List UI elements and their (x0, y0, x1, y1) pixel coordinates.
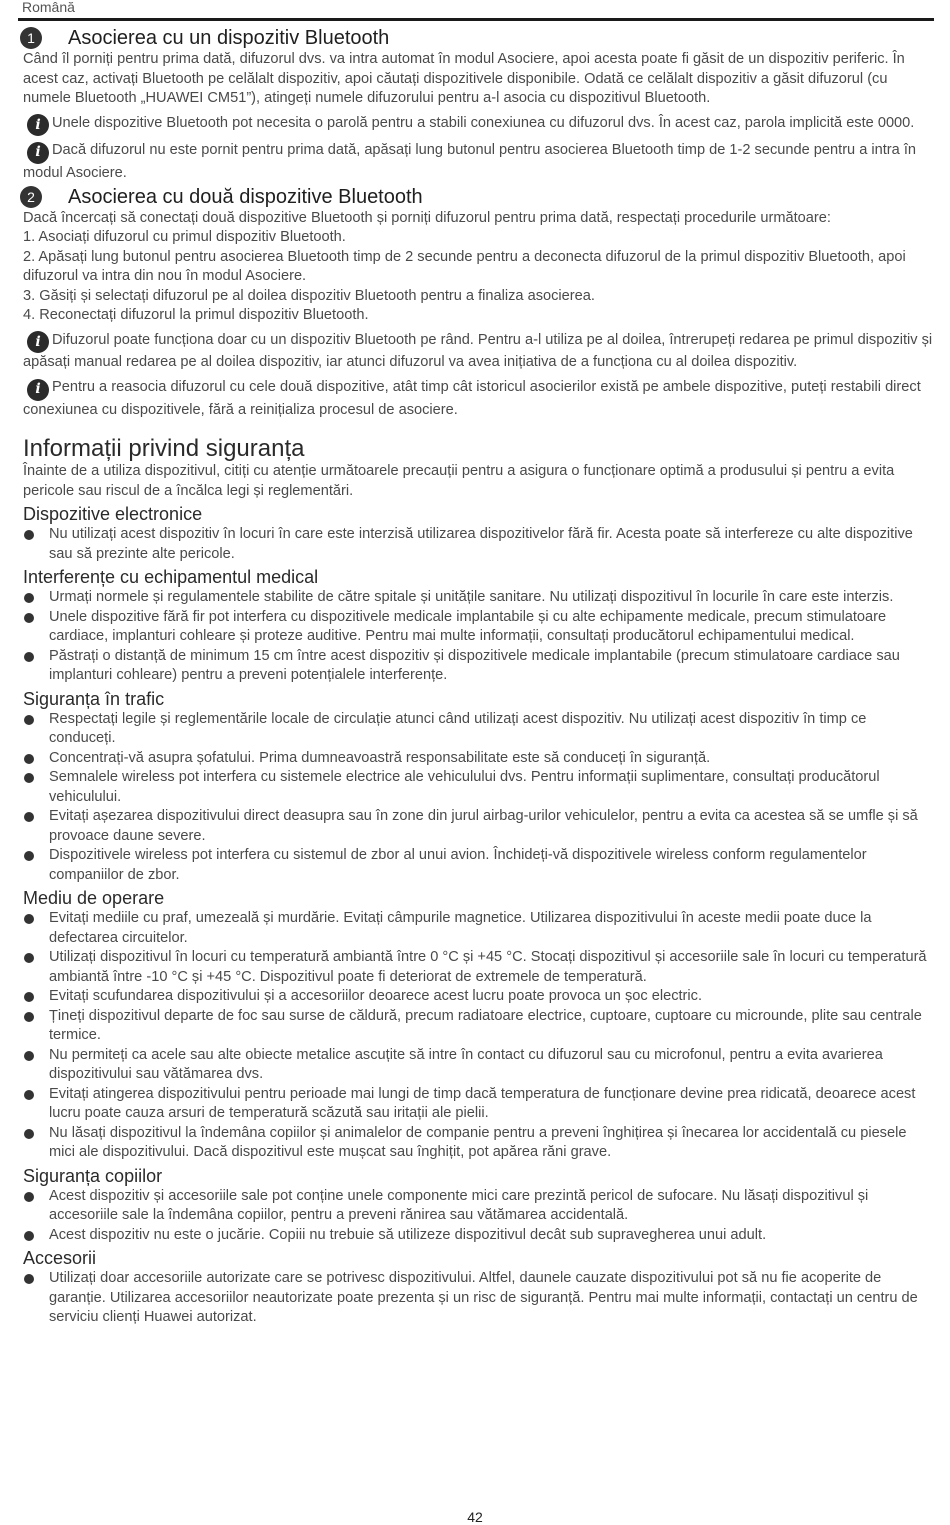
list-item: Evitați atingerea dispozitivului pentru perioade mai lungi de timp dacă temperatura de funcționare devine prea ridicată, deoarece acest lucru poate cauza arsuri de temperatură scăzută sau iritații ale pielii. (23, 1085, 935, 1124)
step-number-1-icon: 1 (20, 27, 42, 49)
header-rule (18, 18, 934, 21)
info-icon: i (27, 142, 49, 164)
subsection-title: Mediu de operare (23, 888, 165, 908)
step-item: 3. Găsiți și selectați difuzorul pe al doilea dispozitiv Bluetooth pentru a finaliza asocierea. (23, 287, 595, 304)
subsection-title: Interferențe cu echipamentul medical (23, 567, 319, 587)
bullet-list (23, 588, 935, 686)
list-item: Concentrați-vă asupra șofatului. Prima dumneavoastră responsabilitate este să conduceți în siguranță. (23, 749, 935, 769)
section-2-title: Asocierea cu două dispozitive Bluetooth (68, 185, 423, 208)
bullet-list (23, 710, 935, 886)
bullet-list (23, 909, 935, 1163)
list-item: Acest dispozitiv și accesoriile sale pot conține unele componente mici care prezintă pericol de sufocare. Nu lăsați dispozitivul și accesoriile sale la îndemâna copiilor, pentru a preveni rănirea sau vătămarea accidentală. (23, 1187, 935, 1226)
note-text: Difuzorul poate funcționa doar cu un dispozitiv Bluetooth pe rând. Pentru a-l utiliza pe al doilea, întrerupeți redarea pe primul dispozitiv și apăsați manual redarea pe al doilea dispozitiv, iar atunci difuzorul va avea inițiativa de a funcționa cu al doilea dispozitiv. (23, 331, 933, 371)
step-number-2-icon: 2 (20, 186, 42, 208)
step-item: 4. Reconectați difuzorul la primul dispozitiv Bluetooth. (23, 307, 369, 323)
step-item: 1. Asociați difuzorul cu primul dispozitiv Bluetooth. (23, 229, 346, 245)
list-item: Utilizați dispozitivul în locuri cu temperatură ambiantă între 0 °C și +45 °C. Stocați dispozitivul și accesoriile sale în locuri cu temperatură ambiantă între -10 °C și +45 °C. Dispozitivul poate fi deteriorat de extremele de temperatură. (23, 948, 935, 987)
note-paragraph (23, 331, 935, 373)
section-2-heading (23, 185, 935, 209)
language-label: Română (22, 0, 75, 15)
list-item: Nu permiteți ca acele sau alte obiecte metalice ascuțite să intre în contact cu difuzorul sau cu microfonul, pentru a evita avarierea dispozitivului sau vătămarea dvs. (23, 1046, 935, 1085)
subsection-title: Siguranța în trafic (23, 688, 165, 709)
list-item: Urmați normele și regulamentele stabilite de către spitale și unitățile sanitare. Nu utilizați dispozitivul în locurile în care este interzis. (23, 588, 935, 608)
safety-title: Informații privind siguranța (23, 435, 305, 462)
subsection-title: Accesorii (23, 1248, 97, 1268)
list-item: Dispozitivele wireless pot interfera cu sistemul de zbor al unui avion. Închideți-vă dispozitivele wireless conform regulamentelor companiilor de zbor. (23, 846, 935, 885)
bullet-list (23, 1269, 935, 1328)
list-item: Utilizați doar accesoriile autorizate care se potrivesc dispozitivului. Altfel, daunele cauzate dispozitivului pot să nu fie acoperite de garanție. Utilizarea accesoriilor neautorizate poate prezenta și un risc de siguranță. Pentru mai multe informații, contactați un centru de serviciu clienți Huawei autorizat. (23, 1269, 935, 1328)
note-text: Unele dispozitive Bluetooth pot necesita o parolă pentru a stabili conexiunea cu difuzorul dvs. În acest caz, parola implicită este 0000. (52, 114, 915, 131)
note-paragraph (23, 114, 935, 137)
subsection-title: Dispozitive electronice (23, 504, 203, 524)
section-1-body: Când îl porniți pentru prima dată, difuzorul dvs. va intra automat în modul Asociere, apoi acesta poate fi găsit de un dispozitiv periferic. În acest caz, activați Bluetooth pe celălalt dispozitiv, apoi căutați dispozitivele disponibile. Odată ce celălalt dispozitiv a găsit difuzorul (cu numele Bluetooth „HUAWEI CM51”), atingeți numele difuzorului pentru a-l asocia cu dispozitivul Bluetooth. (23, 51, 905, 106)
list-item: Evitați scufundarea dispozitivului și a accesoriilor deoarece acest lucru poate provoca un șoc electric. (23, 987, 935, 1007)
list-item: Evitați mediile cu praf, umezeală și murdărie. Evitați câmpurile magnetice. Utilizarea dispozitivului în aceste medii poate duce la defectarea circuitelor. (23, 909, 935, 948)
list-item: Unele dispozitive fără fir pot interfera cu dispozitivele medicale implantabile și cu alte echipamente medicale, precum stimulatoare cardiace, implanturi cohleare și proteze auditive. Pentru mai multe informații, consultați producătorul echipamentului medical. (23, 608, 935, 647)
note-paragraph (23, 141, 935, 183)
safety-intro: Înainte de a utiliza dispozitivul, citiți cu atenție următoarele precauții pentru a asigura o funcționare optimă a produsului și pentru a evita pericole sau riscul de a încălca legi și reglementări. (23, 463, 895, 499)
bullet-list (23, 1187, 935, 1246)
subsection-title: Siguranța copiilor (23, 1165, 163, 1186)
section-1-title: Asocierea cu un dispozitiv Bluetooth (68, 27, 390, 49)
list-item: Evitați așezarea dispozitivului direct deasupra sau în zone din jurul airbag-urilor vehiculelor, pentru a evita ca acestea să se umfle și să provoace daune severe. (23, 807, 935, 846)
info-icon: i (27, 379, 49, 401)
note-paragraph (23, 378, 935, 420)
section-2-intro: Dacă încercați să conectați două dispozitive Bluetooth și porniți difuzorul pentru prima dată, respectați procedurile următoare: (23, 209, 831, 226)
list-item: Nu utilizați acest dispozitiv în locuri în care este interzisă utilizarea dispozitivelor fără fir. Acesta poate să interfereze cu alte dispozitive sau să prezinte alte pericole. (23, 525, 935, 564)
list-item: Nu lăsați dispozitivul la îndemâna copiilor și animalelor de companie pentru a preveni înghițirea și înecarea lor accidentală cu piesele mici ale dispozitivului. Dacă dispozitivul este mușcat sau înghițit, pot apărea răni grave. (23, 1124, 935, 1163)
info-icon: i (27, 331, 49, 353)
list-item: Semnalele wireless pot interfera cu sistemele electrice ale vehiculului dvs. Pentru informații suplimentare, consultați producătorul vehiculului. (23, 768, 935, 807)
list-item: Păstrați o distanță de minimum 15 cm între acest dispozitiv și dispozitivele medicale implantabile (precum stimulatoare cardiace sau implanturi cohleare) pentru a preveni potențialele interferențe. (23, 647, 935, 686)
page-content (23, 26, 935, 1328)
info-icon: i (27, 114, 49, 136)
page-number: 42 (467, 1509, 483, 1525)
list-item: Acest dispozitiv nu este o jucărie. Copiii nu trebuie să utilizeze dispozitivul decât sub supravegherea unui adult. (23, 1226, 935, 1246)
list-item: Țineți dispozitivul departe de foc sau surse de căldură, precum radiatoare electrice, cuptoare, cuptoare cu microunde, plite sau centrale termice. (23, 1007, 935, 1046)
section-1-heading (23, 26, 935, 50)
note-text: Dacă difuzorul nu este pornit pentru prima dată, apăsați lung butonul pentru asocierea Bluetooth timp de 1-2 secunde pentru a intra în modul Asociere. (23, 142, 917, 181)
list-item: Respectați legile și reglementările locale de circulație atunci când utilizați acest dispozitiv. Nu utilizați acest dispozitiv în timp ce conduceți. (23, 710, 935, 749)
bullet-list (23, 525, 935, 564)
step-item: 2. Apăsați lung butonul pentru asocierea Bluetooth timp de 2 secunde pentru a deconecta difuzorul de la primul dispozitiv Bluetooth, apoi difuzorul va intra din nou în modul Asociere. (23, 248, 906, 284)
note-text: Pentru a reasocia difuzorul cu cele două dispozitive, atât timp cât istoricul asocierilor există pe ambele dispozitive, puteți restabili direct conexiunea cu dispozitivele, fără a reinițializa procesul de asociere. (23, 378, 921, 418)
